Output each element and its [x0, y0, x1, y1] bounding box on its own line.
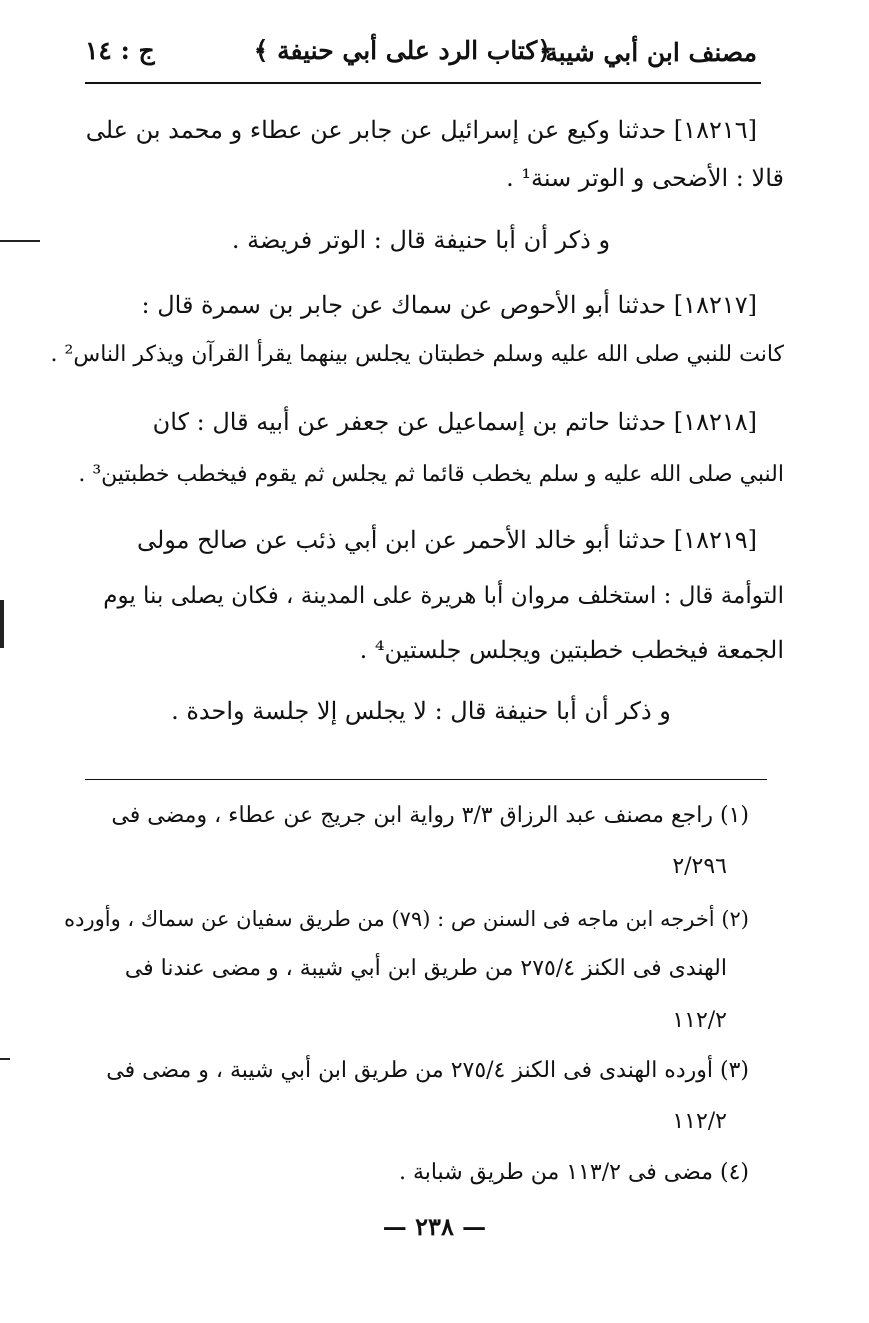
footnote-line: ٢/٢٩٦	[672, 854, 727, 879]
body-line: [١٨٢١٩] حدثنا أبو خالد الأحمر عن ابن أبي ذئب عن صالح مولى	[136, 526, 757, 554]
body-line: و ذكر أن أبا حنيفة قال : لا يجلس إلا جلسة واحدة .	[171, 697, 671, 725]
scan-margin-mark	[0, 240, 40, 242]
body-line: [١٨٢١٦] حدثنا وكيع عن إسرائيل عن جابر عن عطاء و محمد بن على	[85, 116, 757, 144]
footnote-line: (١) راجع مصنف عبد الرزاق ٣/٣ رواية ابن جريج عن عطاء ، ومضى فى	[111, 803, 749, 828]
body-line: النبي صلى الله عليه و سلم يخطب قائما ثم يجلس ثم يقوم فيخطب خطبتين³ .	[78, 462, 784, 487]
footnote-line: (٢) أخرجه ابن ماجه فى السنن ص : (٧٩) من طريق سفيان عن سماك ، وأورده	[64, 907, 749, 931]
header-volume: ج : ١٤	[85, 36, 155, 65]
footnote-line: ١١٢/٢	[672, 1109, 727, 1134]
header-title: مصنف ابن أبي شيبة	[545, 37, 757, 67]
header-book-title: ﴿كتاب الرد على أبي حنيفة ﴾	[253, 36, 552, 65]
body-line: الجمعة فيخطب خطبتين ويجلس جلستين⁴ .	[359, 636, 784, 664]
footnote-line: ١١٢/٢	[672, 1008, 727, 1033]
body-line: [١٨٢١٨] حدثنا حاتم بن إسماعيل عن جعفر عن أبيه قال : كان	[152, 408, 757, 436]
body-line: التوأمة قال : استخلف مروان أبا هريرة على المدينة ، فكان يصلى بنا يوم	[103, 583, 784, 609]
scan-margin-mark	[0, 1058, 10, 1060]
footnote-line: (٤) مضى فى ١١٣/٢ من طريق شبابة .	[398, 1160, 749, 1185]
body-line: قالا : الأضحى و الوتر سنة¹ .	[506, 164, 784, 192]
page-number: — ٢٣٨ —	[382, 1212, 487, 1241]
footnote-rule	[85, 779, 767, 780]
body-line: كانت للنبي صلى الله عليه وسلم خطبتان يجلس بينهما يقرأ القرآن ويذكر الناس² .	[50, 342, 784, 367]
header-rule	[85, 82, 761, 84]
body-line: و ذكر أن أبا حنيفة قال : الوتر فريضة .	[231, 226, 611, 254]
body-line: [١٨٢١٧] حدثنا أبو الأحوص عن سماك عن جابر بن سمرة قال :	[141, 291, 757, 319]
scan-margin-mark	[0, 600, 4, 648]
running-header	[85, 28, 757, 76]
footnote-line: (٣) أورده الهندى فى الكنز ٢٧٥/٤ من طريق ابن أبي شيبة ، و مضى فى	[106, 1058, 749, 1083]
footnote-line: الهندى فى الكنز ٢٧٥/٤ من طريق ابن أبي شيبة ، و مضى عندنا فى	[124, 956, 727, 981]
